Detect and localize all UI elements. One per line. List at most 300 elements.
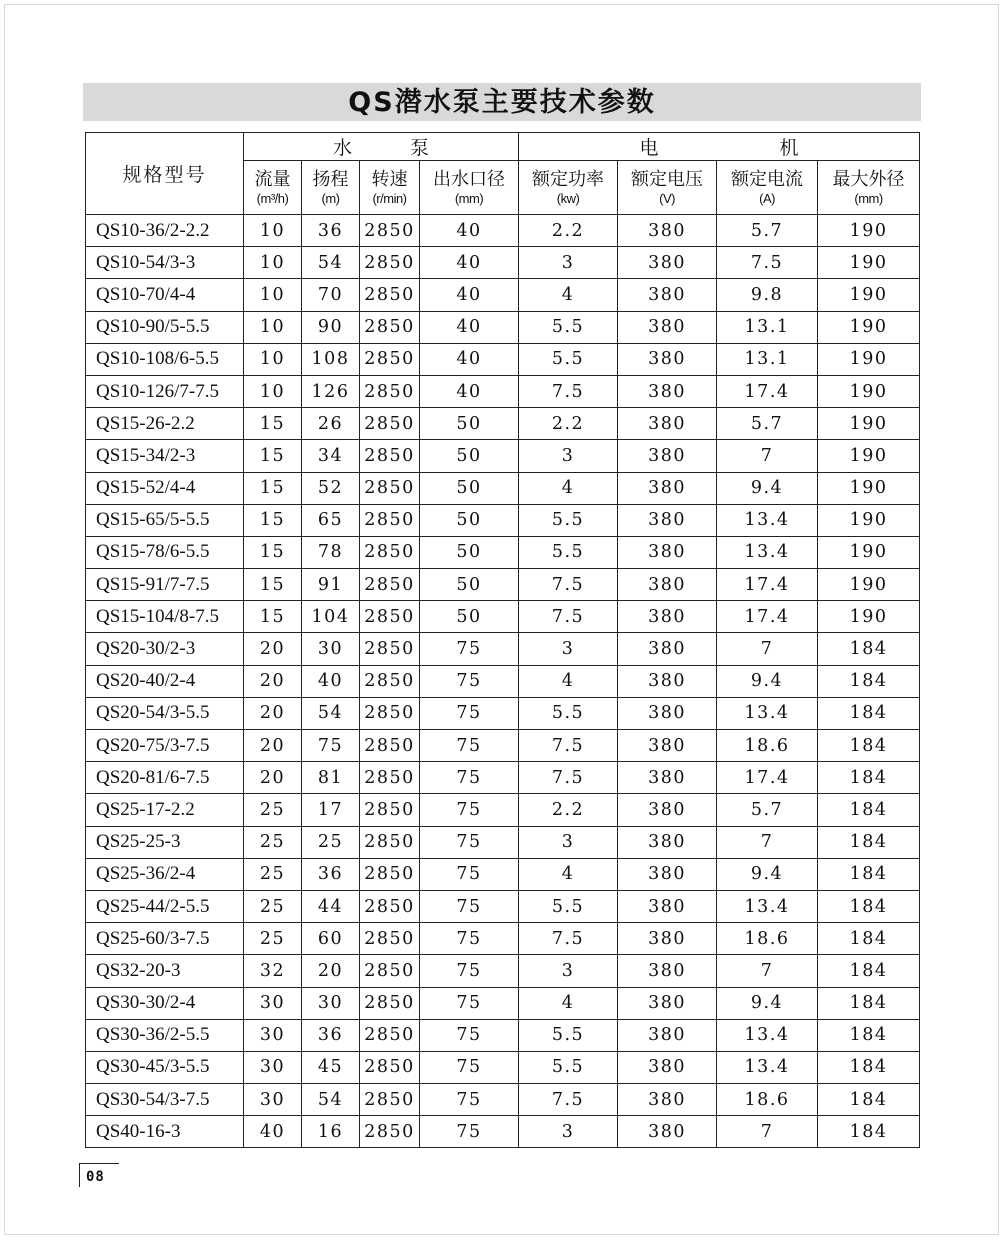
table-cell: 20 [244,697,302,729]
table-cell: 2850 [360,375,420,407]
table-cell: 54 [302,1084,360,1116]
table-cell: 380 [618,730,717,762]
table-cell: 190 [818,247,920,279]
table-cell: 104 [302,601,360,633]
table-cell: 40 [420,375,519,407]
table-cell: 13.4 [717,697,818,729]
table-cell: 2.2 [519,408,618,440]
table-cell: 36 [302,215,360,247]
table-cell: 75 [420,1051,519,1083]
table-cell: 36 [302,1019,360,1051]
column-header-name: 转速 [371,168,408,190]
table-cell: 5.5 [519,1019,618,1051]
table-row [86,215,920,247]
table-cell: 184 [818,1116,920,1148]
table-cell: 190 [818,440,920,472]
model-cell: QS15-65/5-5.5 [86,504,244,536]
table-cell: 380 [618,826,717,858]
table-cell: 380 [618,665,717,697]
table-cell: 2850 [360,665,420,697]
spec-table [85,132,920,1148]
table-cell: 380 [618,504,717,536]
table-cell: 108 [302,343,360,375]
table-cell: 75 [420,1116,519,1148]
model-cell: QS25-17-2.2 [86,794,244,826]
table-cell: 7.5 [519,1084,618,1116]
table-cell: 380 [618,1019,717,1051]
table-cell: 5.5 [519,343,618,375]
table-cell: 190 [818,215,920,247]
model-cell: QS15-26-2.2 [86,408,244,440]
table-cell: 4 [519,472,618,504]
table-cell: 25 [244,858,302,890]
column-header-unit: (mm) [854,190,883,206]
table-cell: 50 [420,601,519,633]
table-cell: 184 [818,890,920,922]
model-cell: QS20-30/2-3 [86,633,244,665]
table-cell: 2850 [360,311,420,343]
table-cell: 2850 [360,923,420,955]
table-cell: 190 [818,504,920,536]
table-cell: 380 [618,215,717,247]
table-row [86,1084,920,1116]
table-cell: 65 [302,504,360,536]
table-cell: 75 [420,890,519,922]
table-cell: 380 [618,1084,717,1116]
table-row [86,730,920,762]
table-cell: 2850 [360,794,420,826]
table-cell: 36 [302,858,360,890]
table-cell: 2850 [360,730,420,762]
table-cell: 380 [618,1051,717,1083]
table-cell: 184 [818,858,920,890]
table-cell: 2850 [360,1051,420,1083]
table-row [86,1051,920,1083]
spec-table-body [86,215,920,1148]
table-cell: 2850 [360,440,420,472]
model-cell: QS10-70/4-4 [86,279,244,311]
table-cell: 380 [618,987,717,1019]
table-row [86,601,920,633]
table-cell: 380 [618,697,717,729]
table-cell: 78 [302,536,360,568]
table-cell: 184 [818,697,920,729]
table-cell: 40 [420,247,519,279]
table-cell: 7 [717,633,818,665]
table-cell: 380 [618,440,717,472]
table-cell: 184 [818,762,920,794]
table-cell: 10 [244,279,302,311]
table-cell: 13.1 [717,343,818,375]
model-cell: QS10-90/5-5.5 [86,311,244,343]
table-cell: 15 [244,601,302,633]
model-cell: QS15-34/2-3 [86,440,244,472]
table-cell: 2850 [360,1084,420,1116]
table-cell: 10 [244,215,302,247]
motor-group-header [519,133,920,161]
table-cell: 184 [818,730,920,762]
table-cell: 20 [244,730,302,762]
model-cell: QS30-30/2-4 [86,987,244,1019]
table-cell: 2850 [360,601,420,633]
table-cell: 5.5 [519,536,618,568]
table-cell: 2850 [360,858,420,890]
table-cell: 52 [302,472,360,504]
table-cell: 126 [302,375,360,407]
table-cell: 7 [717,955,818,987]
table-cell: 75 [420,794,519,826]
table-cell: 190 [818,343,920,375]
table-cell: 75 [420,697,519,729]
table-cell: 5.5 [519,1051,618,1083]
table-cell: 3 [519,955,618,987]
table-cell: 15 [244,536,302,568]
table-cell: 60 [302,923,360,955]
table-cell: 7 [717,440,818,472]
table-cell: 44 [302,890,360,922]
table-cell: 15 [244,504,302,536]
table-cell: 9.4 [717,858,818,890]
column-header-name: 额定电压 [631,168,704,190]
column-header-unit: (V) [659,190,675,206]
table-cell: 70 [302,279,360,311]
table-cell: 75 [420,730,519,762]
column-header [519,161,618,215]
table-cell: 25 [244,794,302,826]
table-cell: 13.4 [717,890,818,922]
table-cell: 5.5 [519,890,618,922]
table-cell: 13.4 [717,1051,818,1083]
table-cell: 9.4 [717,665,818,697]
table-cell: 4 [519,858,618,890]
table-cell: 15 [244,472,302,504]
table-row [86,826,920,858]
table-cell: 10 [244,375,302,407]
table-cell: 380 [618,408,717,440]
table-cell: 5.5 [519,697,618,729]
table-cell: 15 [244,408,302,440]
table-cell: 380 [618,311,717,343]
table-cell: 32 [244,955,302,987]
column-header-unit: (r/min) [372,190,407,206]
table-cell: 184 [818,794,920,826]
table-cell: 25 [244,826,302,858]
table-cell: 50 [420,408,519,440]
table-cell: 184 [818,633,920,665]
model-cell: QS25-36/2-4 [86,858,244,890]
table-cell: 5.7 [717,794,818,826]
column-header-name: 出水口径 [433,168,506,190]
table-cell: 40 [420,279,519,311]
table-row [86,375,920,407]
model-header-label: 规格型号 [122,164,207,186]
table-cell: 17.4 [717,375,818,407]
table-cell: 380 [618,858,717,890]
table-cell: 40 [420,343,519,375]
table-cell: 75 [420,633,519,665]
table-cell: 2.2 [519,215,618,247]
model-cell: QS32-20-3 [86,955,244,987]
table-cell: 380 [618,375,717,407]
table-cell: 75 [302,730,360,762]
table-cell: 75 [420,665,519,697]
table-cell: 4 [519,987,618,1019]
table-cell: 2.2 [519,794,618,826]
table-cell: 190 [818,375,920,407]
table-cell: 50 [420,504,519,536]
model-cell: QS30-54/3-7.5 [86,1084,244,1116]
table-cell: 7.5 [717,247,818,279]
table-row [86,890,920,922]
table-cell: 10 [244,311,302,343]
table-cell: 54 [302,697,360,729]
column-header-unit: (m) [321,190,340,206]
table-cell: 2850 [360,569,420,601]
model-cell: QS25-60/3-7.5 [86,923,244,955]
column-header-name: 额定电流 [731,168,804,190]
table-cell: 90 [302,311,360,343]
column-header [818,161,920,215]
table-cell: 17.4 [717,569,818,601]
table-cell: 30 [244,1019,302,1051]
column-header-unit: (A) [759,190,775,206]
table-row [86,504,920,536]
table-cell: 3 [519,247,618,279]
table-cell: 380 [618,569,717,601]
table-cell: 184 [818,826,920,858]
table-cell: 45 [302,1051,360,1083]
table-cell: 75 [420,1019,519,1051]
table-cell: 380 [618,601,717,633]
table-cell: 7 [717,1116,818,1148]
table-cell: 25 [244,890,302,922]
table-cell: 2850 [360,472,420,504]
table-cell: 380 [618,1116,717,1148]
table-cell: 13.1 [717,311,818,343]
table-cell: 30 [302,987,360,1019]
table-cell: 13.4 [717,1019,818,1051]
table-cell: 75 [420,955,519,987]
table-cell: 190 [818,408,920,440]
page-title: QS潜水泵主要技术参数 [83,83,921,121]
table-cell: 5.5 [519,311,618,343]
model-cell: QS15-78/6-5.5 [86,536,244,568]
table-cell: 2850 [360,408,420,440]
motor-group-label-2: 机 [779,137,799,159]
table-cell: 3 [519,440,618,472]
table-cell: 2850 [360,697,420,729]
table-cell: 2850 [360,504,420,536]
table-cell: 190 [818,601,920,633]
table-cell: 380 [618,923,717,955]
model-cell: QS20-40/2-4 [86,665,244,697]
table-cell: 20 [302,955,360,987]
model-cell: QS30-36/2-5.5 [86,1019,244,1051]
table-cell: 75 [420,826,519,858]
model-cell: QS10-126/7-7.5 [86,375,244,407]
table-cell: 4 [519,665,618,697]
table-cell: 2850 [360,215,420,247]
model-cell: QS15-52/4-4 [86,472,244,504]
model-column-header [86,133,244,215]
table-cell: 7.5 [519,730,618,762]
table-cell: 2850 [360,343,420,375]
column-header [302,161,360,215]
table-row [86,987,920,1019]
column-header-unit: (mm) [454,190,484,206]
table-row [86,633,920,665]
model-cell: QS10-54/3-3 [86,247,244,279]
table-cell: 2850 [360,826,420,858]
table-cell: 9.4 [717,472,818,504]
table-cell: 190 [818,536,920,568]
table-row [86,955,920,987]
model-cell: QS15-91/7-7.5 [86,569,244,601]
page-number: 08 [79,1163,119,1187]
table-cell: 10 [244,247,302,279]
table-cell: 20 [244,665,302,697]
column-header [618,161,717,215]
table-cell: 50 [420,536,519,568]
table-row [86,794,920,826]
table-cell: 190 [818,279,920,311]
table-row [86,536,920,568]
table-cell: 7.5 [519,762,618,794]
table-cell: 3 [519,826,618,858]
table-row [86,247,920,279]
table-cell: 380 [618,955,717,987]
table-cell: 380 [618,279,717,311]
table-cell: 3 [519,633,618,665]
table-cell: 184 [818,1051,920,1083]
table-cell: 30 [302,633,360,665]
table-cell: 91 [302,569,360,601]
column-header-name: 最大外径 [832,168,905,190]
table-cell: 190 [818,569,920,601]
table-cell: 380 [618,794,717,826]
table-cell: 2850 [360,279,420,311]
model-cell: QS15-104/8-7.5 [86,601,244,633]
table-row [86,923,920,955]
table-cell: 10 [244,343,302,375]
table-cell: 380 [618,536,717,568]
table-cell: 9.4 [717,987,818,1019]
table-cell: 75 [420,923,519,955]
pump-group-label-1: 水 [333,137,353,159]
table-row [86,408,920,440]
table-cell: 18.6 [717,1084,818,1116]
column-header-unit: (kw) [556,190,580,206]
table-cell: 2850 [360,955,420,987]
column-header-name: 流量 [254,168,291,190]
table-cell: 15 [244,569,302,601]
table-row [86,1116,920,1148]
table-cell: 17.4 [717,762,818,794]
table-cell: 34 [302,440,360,472]
table-cell: 184 [818,923,920,955]
table-cell: 20 [244,762,302,794]
model-cell: QS10-108/6-5.5 [86,343,244,375]
table-cell: 20 [244,633,302,665]
table-cell: 184 [818,665,920,697]
table-cell: 9.8 [717,279,818,311]
table-cell: 75 [420,858,519,890]
table-cell: 2850 [360,987,420,1019]
table-cell: 2850 [360,1116,420,1148]
column-header-name: 额定功率 [532,168,605,190]
model-cell: QS30-45/3-5.5 [86,1051,244,1083]
table-cell: 13.4 [717,504,818,536]
table-cell: 380 [618,633,717,665]
table-row [86,343,920,375]
pump-group-header [244,133,519,161]
table-cell: 40 [420,215,519,247]
table-cell: 75 [420,762,519,794]
table-cell: 7.5 [519,601,618,633]
column-header [360,161,420,215]
table-row [86,569,920,601]
table-row [86,697,920,729]
model-cell: QS20-54/3-5.5 [86,697,244,729]
table-cell: 25 [244,923,302,955]
table-cell: 4 [519,279,618,311]
column-header-name: 扬程 [312,168,349,190]
table-row [86,858,920,890]
table-cell: 5.5 [519,504,618,536]
table-cell: 380 [618,343,717,375]
table-cell: 184 [818,955,920,987]
table-cell: 30 [244,1051,302,1083]
table-cell: 184 [818,1084,920,1116]
table-cell: 7.5 [519,569,618,601]
table-cell: 26 [302,408,360,440]
table-row [86,311,920,343]
motor-group-label-1: 电 [639,137,659,159]
table-cell: 75 [420,1084,519,1116]
table-cell: 50 [420,472,519,504]
table-cell: 3 [519,1116,618,1148]
model-cell: QS20-75/3-7.5 [86,730,244,762]
table-cell: 75 [420,987,519,1019]
table-row [86,665,920,697]
table-cell: 17.4 [717,601,818,633]
table-cell: 18.6 [717,923,818,955]
model-cell: QS10-36/2-2.2 [86,215,244,247]
model-cell: QS25-44/2-5.5 [86,890,244,922]
table-cell: 2850 [360,1019,420,1051]
column-header [244,161,302,215]
table-cell: 2850 [360,247,420,279]
model-cell: QS25-25-3 [86,826,244,858]
table-cell: 7.5 [519,923,618,955]
column-header [420,161,519,215]
table-cell: 15 [244,440,302,472]
table-cell: 30 [244,1084,302,1116]
table-row [86,440,920,472]
table-cell: 40 [302,665,360,697]
table-cell: 2850 [360,762,420,794]
table-cell: 16 [302,1116,360,1148]
table-cell: 54 [302,247,360,279]
table-cell: 190 [818,311,920,343]
table-cell: 184 [818,1019,920,1051]
table-row [86,1019,920,1051]
table-cell: 40 [420,311,519,343]
table-cell: 2850 [360,890,420,922]
column-header [717,161,818,215]
table-row [86,279,920,311]
table-cell: 81 [302,762,360,794]
